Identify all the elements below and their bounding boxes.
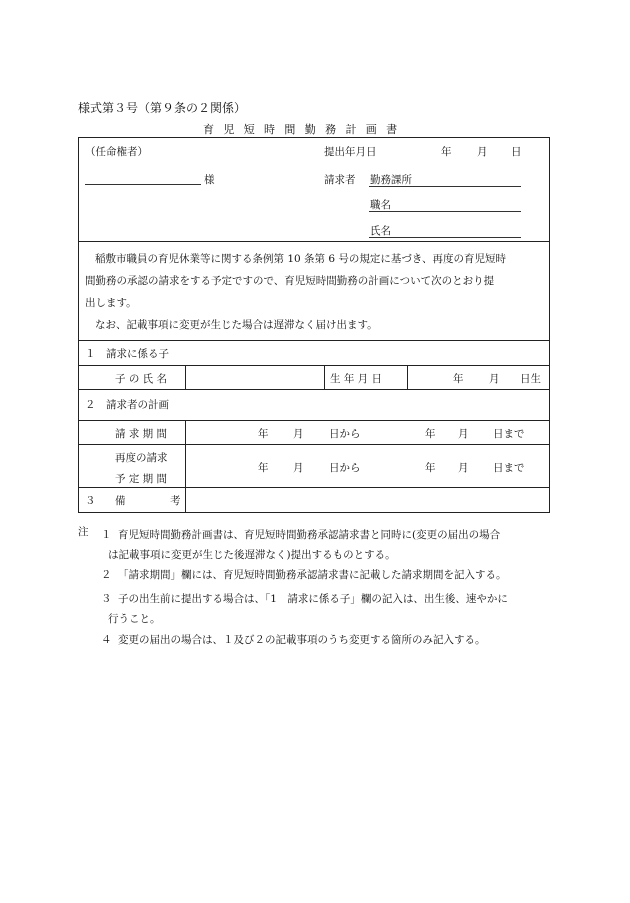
column-line: [185, 420, 186, 512]
reapply-start-month[interactable]: 月: [293, 462, 304, 474]
position-field[interactable]: [369, 211, 521, 212]
statement-line-3: 出します。: [85, 297, 137, 309]
period-end-month[interactable]: 月: [458, 428, 469, 440]
note-number: １: [101, 529, 112, 541]
note-number: ２: [101, 569, 112, 581]
section-3-num: ３: [85, 495, 96, 507]
column-line: [185, 365, 186, 389]
requester-label: 請求者: [324, 174, 356, 186]
note-text: 変更の届出の場合は、１及び２の記載事項のうち変更する箇所のみ記入する。: [118, 634, 486, 646]
period-start-year[interactable]: 年: [258, 428, 269, 440]
divider: [79, 241, 549, 242]
note-text: 行うこと。: [108, 613, 161, 625]
authority-label: （任命権者）: [85, 146, 148, 158]
name-field[interactable]: [369, 237, 521, 238]
note-text: 子の出生前に提出する場合は、「1 請求に係る子」欄の記入は、出生後、速やかに: [118, 593, 508, 605]
birth-day[interactable]: 日生: [520, 373, 541, 385]
position-label: 職名: [370, 199, 391, 211]
request-period-label: 請 求 期 間: [115, 428, 168, 440]
note-text: 育児短時間勤務計画書は、育児短時間勤務承認請求書と同時に(変更の届出の場合: [118, 529, 501, 541]
submit-day[interactable]: 日: [511, 146, 522, 158]
reapply-end-year[interactable]: 年: [425, 462, 436, 474]
section-1-heading: １ 請求に係る子: [85, 348, 169, 360]
submit-year[interactable]: 年: [441, 146, 452, 158]
dept-field[interactable]: [369, 186, 521, 187]
note-number: ３: [101, 593, 112, 605]
divider: [79, 444, 549, 445]
birth-date-label: 生 年 月 日: [330, 373, 383, 385]
submit-date-label: 提出年月日: [324, 146, 377, 158]
form-number: 様式第３号（第９条の２関係）: [78, 101, 247, 115]
statement-line-1: 稲敷市職員の育児休業等に関する条例第 10 条第 6 号の規定に基づき、再度の育児短時: [95, 253, 506, 265]
column-line: [407, 365, 408, 389]
reapply-start-year[interactable]: 年: [258, 462, 269, 474]
name-label: 氏名: [370, 225, 391, 237]
reapply-start-day[interactable]: 日から: [329, 462, 361, 474]
column-line: [324, 365, 325, 389]
remarks-label-2: 考: [170, 495, 181, 507]
birth-year[interactable]: 年: [453, 373, 464, 385]
reapply-end-month[interactable]: 月: [458, 462, 469, 474]
form-table: [78, 137, 550, 513]
reapply-label-2: 予 定 期 間: [115, 473, 168, 485]
period-end-day[interactable]: 日まで: [493, 428, 525, 440]
period-start-day[interactable]: 日から: [329, 428, 361, 440]
section-2-heading: ２ 請求者の計画: [85, 399, 169, 411]
dept-label: 勤務課所: [370, 174, 412, 186]
statement-line-4: なお、記載事項に変更が生じた場合は遅滞なく届け出ます。: [95, 319, 378, 331]
note-text: 「請求期間」欄には、育児短時間勤務承認請求書に記載した請求期間を記入する。: [118, 569, 507, 581]
notes-label: 注: [78, 526, 89, 538]
authority-name-line[interactable]: [85, 184, 201, 185]
statement-line-2: 間勤務の承認の請求をする予定ですので、育児短時間勤務の計画について次のとおり提: [85, 275, 495, 287]
period-end-year[interactable]: 年: [425, 428, 436, 440]
sama-label: 様: [204, 174, 215, 186]
child-name-label: 子 の 氏 名: [115, 373, 168, 385]
note-text: は記載事項に変更が生じた後遅滞なく)提出するものとする。: [108, 549, 396, 561]
child-name-field[interactable]: [187, 366, 323, 389]
submit-month[interactable]: 月: [477, 146, 488, 158]
remarks-label-1: 備: [115, 495, 126, 507]
divider: [79, 389, 549, 390]
birth-month[interactable]: 月: [489, 373, 500, 385]
remarks-field[interactable]: [187, 488, 549, 512]
divider: [79, 340, 549, 341]
note-number: ４: [101, 634, 112, 646]
period-start-month[interactable]: 月: [293, 428, 304, 440]
divider: [79, 420, 549, 421]
reapply-label-1: 再度の請求: [115, 452, 168, 464]
reapply-end-day[interactable]: 日まで: [493, 462, 525, 474]
form-title: 育児短時間勤務計画書: [203, 123, 407, 136]
